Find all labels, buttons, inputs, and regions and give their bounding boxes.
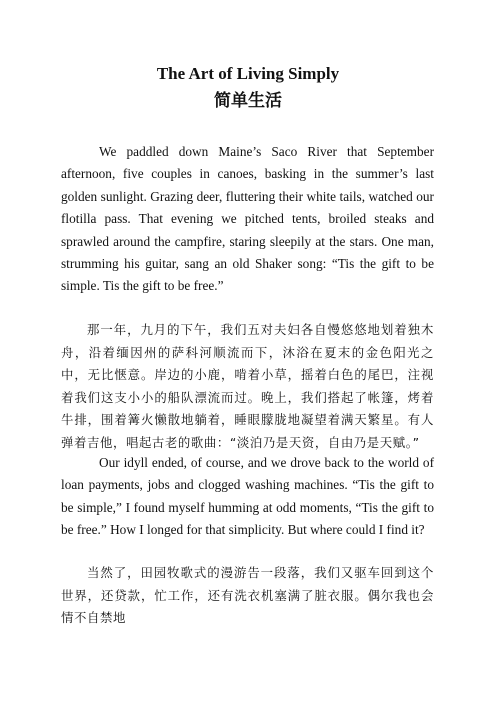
paragraph-text: Our idyll ended, of course, and we drove back to the world of loan payments, jobs and clogged washing machines. “Tis the gift to be simple,” I found myself humming at odd moments, “Tis the gift to be free.” How I longed for that simplicity. But where could I find it? bbox=[61, 455, 434, 538]
paragraph-chinese-1 bbox=[61, 319, 434, 455]
paragraph-text: 当然了，田园牧歌式的漫游告一段落，我们又驱车回到这个世界，还贷款，忙工作，还有洗衣机塞满了脏衣服。偶尔我也会情不自禁地 bbox=[61, 565, 434, 626]
paragraph-english-2 bbox=[61, 452, 434, 542]
paragraph-text: We paddled down Maine’s Saco River that September afternoon, five couples in canoes, basking in the summer’s last golden sunlight. Grazing deer, fluttering their white tails, watched our flotilla pass. That evening we pitched tents, broiled steaks and sprawled around the campfire, staring sleepily at the stars. One man, strumming his guitar, sang an old Shaker song: “Tis the gift to be simple. Tis the gift to be free.” bbox=[61, 144, 434, 294]
document-title-english: The Art of Living Simply bbox=[156, 64, 340, 83]
paragraph-english-1 bbox=[61, 141, 434, 298]
paragraph-chinese-2 bbox=[61, 562, 434, 630]
document-title-chinese: 简单生活 bbox=[214, 91, 282, 111]
paragraph-text: 那一年，九月的下午，我们五对夫妇各自慢悠悠地划着独木舟，沿着缅因州的萨科河顺流而下，沐浴在夏末的金色阳光之中，无比惬意。岸边的小鹿，啃着小草，摇着白色的尾巴，注视着我们这支小小的船队漂流而过。晚上，我们搭起了帐篷，烤着牛排，围着篝火懒散地躺着，睡眼朦胧地凝望着满天繁星。有人弹着吉他，唱起古老的歌曲：“淡泊乃是天资，自由乃是天赋。” bbox=[61, 322, 434, 450]
